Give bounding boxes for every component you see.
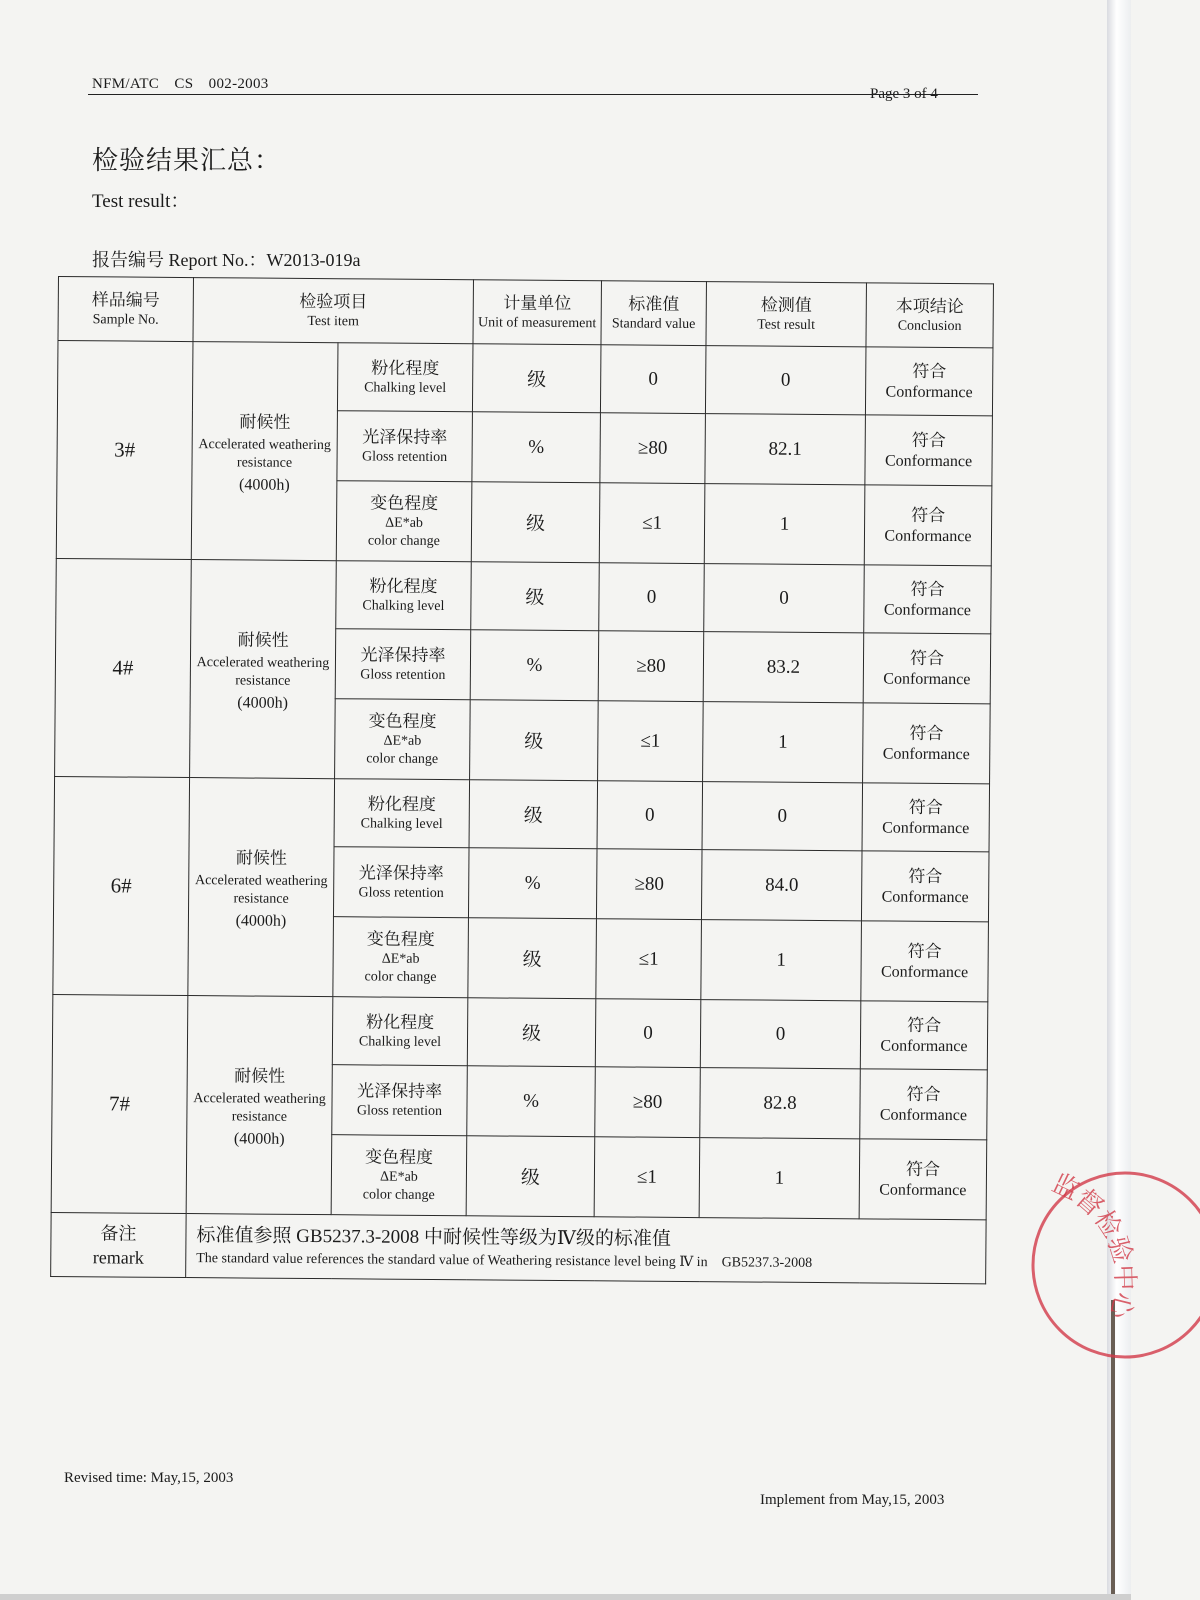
unit-cell: 级 bbox=[470, 700, 599, 781]
test-result-cell: 0 bbox=[700, 1000, 861, 1069]
remark-label: 备注 remark bbox=[51, 1212, 186, 1277]
test-item-cell: 光泽保持率 Gloss retention bbox=[335, 629, 471, 700]
test-item-cell: 光泽保持率 Gloss retention bbox=[337, 411, 473, 482]
header-conclusion: 本项结论 Conclusion bbox=[866, 283, 993, 348]
unit-cell: 级 bbox=[472, 344, 601, 413]
test-item-cell: 粉化程度 Chalking level bbox=[336, 561, 472, 630]
test-result-cell: 82.8 bbox=[700, 1068, 861, 1139]
table-row bbox=[56, 558, 992, 633]
standard-value-cell: ≤1 bbox=[598, 701, 704, 782]
unit-cell: % bbox=[472, 412, 601, 483]
unit-cell: 级 bbox=[471, 482, 600, 563]
remark-text: 标准值参照 GB5237.3-2008 中耐候性等级为Ⅳ级的标准值 The standard value references the standard value of Weathering resistance level being Ⅳ in GB5237.3-2008 bbox=[186, 1214, 986, 1284]
test-result-cell: 1 bbox=[704, 484, 865, 565]
test-item-cell: 变色程度 ΔE*ab color change bbox=[333, 917, 469, 998]
conclusion-cell: 符合 Conformance bbox=[865, 415, 993, 486]
header-result: 检测值 Test result bbox=[706, 282, 866, 347]
test-item-cell: 光泽保持率 Gloss retention bbox=[332, 1065, 468, 1136]
unit-cell: 级 bbox=[471, 562, 600, 631]
header-unit: 计量单位 Unit of measurement bbox=[473, 280, 601, 345]
sample-number: 6# bbox=[53, 776, 190, 995]
test-item-cell: 粉化程度 Chalking level bbox=[337, 343, 473, 412]
standard-value-cell: 0 bbox=[597, 781, 703, 850]
test-item-cell: 变色程度 ΔE*ab color change bbox=[331, 1135, 467, 1216]
test-item-cell: 光泽保持率 Gloss retention bbox=[333, 847, 469, 918]
standard-value-cell: ≤1 bbox=[594, 1137, 700, 1218]
test-item-cell: 变色程度 ΔE*ab color change bbox=[336, 481, 472, 562]
weathering-group-label: 耐候性 Accelerated weathering resistance (4000h) bbox=[186, 996, 333, 1215]
test-item-cell: 粉化程度 Chalking level bbox=[334, 779, 470, 848]
test-result-cell: 0 bbox=[705, 346, 866, 415]
table-row bbox=[52, 994, 988, 1069]
report-number: 报告编号 Report No.：W2013-019a bbox=[92, 250, 361, 270]
implement-date: Implement from May,15, 2003 bbox=[760, 1492, 945, 1508]
sample-number: 7# bbox=[51, 994, 188, 1213]
weathering-group-label: 耐候性 Accelerated weathering resistance (4000h) bbox=[188, 778, 335, 997]
test-result-cell: 0 bbox=[702, 782, 863, 851]
test-item-cell: 粉化程度 Chalking level bbox=[332, 997, 468, 1066]
unit-cell: % bbox=[468, 848, 597, 919]
document-code: NFM/ATC CS 002-2003 bbox=[92, 76, 269, 92]
table-row bbox=[57, 341, 993, 416]
results-table bbox=[50, 276, 994, 1284]
weathering-group-label: 耐候性 Accelerated weathering resistance (4000h) bbox=[190, 560, 337, 779]
conclusion-cell: 符合 Conformance bbox=[863, 703, 991, 784]
test-result-cell: 83.2 bbox=[703, 632, 864, 703]
weathering-group-label: 耐候性 Accelerated weathering resistance (4000h) bbox=[191, 342, 338, 561]
conclusion-cell: 符合 Conformance bbox=[860, 1001, 988, 1070]
conclusion-cell: 符合 Conformance bbox=[859, 1139, 987, 1220]
header-sample: 样品编号 Sample No. bbox=[58, 277, 193, 342]
standard-value-cell: ≥80 bbox=[596, 849, 702, 920]
conclusion-cell: 符合 Conformance bbox=[864, 485, 992, 566]
conclusion-cell: 符合 Conformance bbox=[862, 783, 990, 852]
standard-value-cell: ≥80 bbox=[600, 413, 706, 484]
title-chinese: 检验结果汇总： bbox=[92, 146, 282, 175]
standard-value-cell: 0 bbox=[595, 999, 701, 1068]
standard-value-cell: 0 bbox=[600, 345, 706, 414]
scan-bottom-edge bbox=[0, 1594, 1131, 1600]
test-result-cell: 82.1 bbox=[705, 414, 866, 485]
standard-value-cell: 0 bbox=[599, 563, 705, 632]
unit-cell: 级 bbox=[466, 1136, 595, 1217]
conclusion-cell: 符合 Conformance bbox=[865, 347, 993, 416]
conclusion-cell: 符合 Conformance bbox=[860, 1069, 988, 1140]
standard-value-cell: ≤1 bbox=[599, 483, 705, 564]
sample-number: 3# bbox=[56, 341, 193, 560]
conclusion-cell: 符合 Conformance bbox=[861, 921, 989, 1002]
test-result-cell: 1 bbox=[703, 702, 864, 783]
test-item-cell: 变色程度 ΔE*ab color change bbox=[335, 699, 471, 780]
test-result-cell: 84.0 bbox=[701, 850, 862, 921]
test-result-cell: 0 bbox=[704, 564, 865, 633]
conclusion-cell: 符合 Conformance bbox=[863, 633, 991, 704]
unit-cell: 级 bbox=[467, 998, 596, 1067]
unit-cell: % bbox=[470, 630, 599, 701]
header-rule bbox=[88, 94, 978, 95]
table-row bbox=[54, 776, 990, 851]
sample-number: 4# bbox=[55, 558, 192, 777]
unit-cell: % bbox=[467, 1066, 596, 1137]
unit-cell: 级 bbox=[469, 780, 598, 849]
remark-row bbox=[51, 1212, 986, 1283]
revised-time: Revised time: May,15, 2003 bbox=[64, 1470, 234, 1486]
seal-text: 监督检验中心 bbox=[1047, 1168, 1140, 1322]
header-standard: 标准值 Standard value bbox=[601, 281, 706, 346]
standard-value-cell: ≤1 bbox=[596, 919, 702, 1000]
official-seal-stamp bbox=[1020, 1160, 1200, 1390]
standard-value-cell: ≥80 bbox=[598, 631, 704, 702]
header-row bbox=[58, 277, 993, 348]
page-number: Page 3 of 4 bbox=[870, 86, 938, 102]
header-test-item: 检验项目 Test item bbox=[193, 278, 473, 344]
test-result-cell: 1 bbox=[701, 920, 862, 1001]
test-result-cell: 1 bbox=[699, 1138, 860, 1219]
conclusion-cell: 符合 Conformance bbox=[864, 565, 992, 634]
unit-cell: 级 bbox=[468, 918, 597, 999]
standard-value-cell: ≥80 bbox=[595, 1067, 701, 1138]
title-english: Test result： bbox=[92, 191, 190, 212]
conclusion-cell: 符合 Conformance bbox=[861, 851, 989, 922]
